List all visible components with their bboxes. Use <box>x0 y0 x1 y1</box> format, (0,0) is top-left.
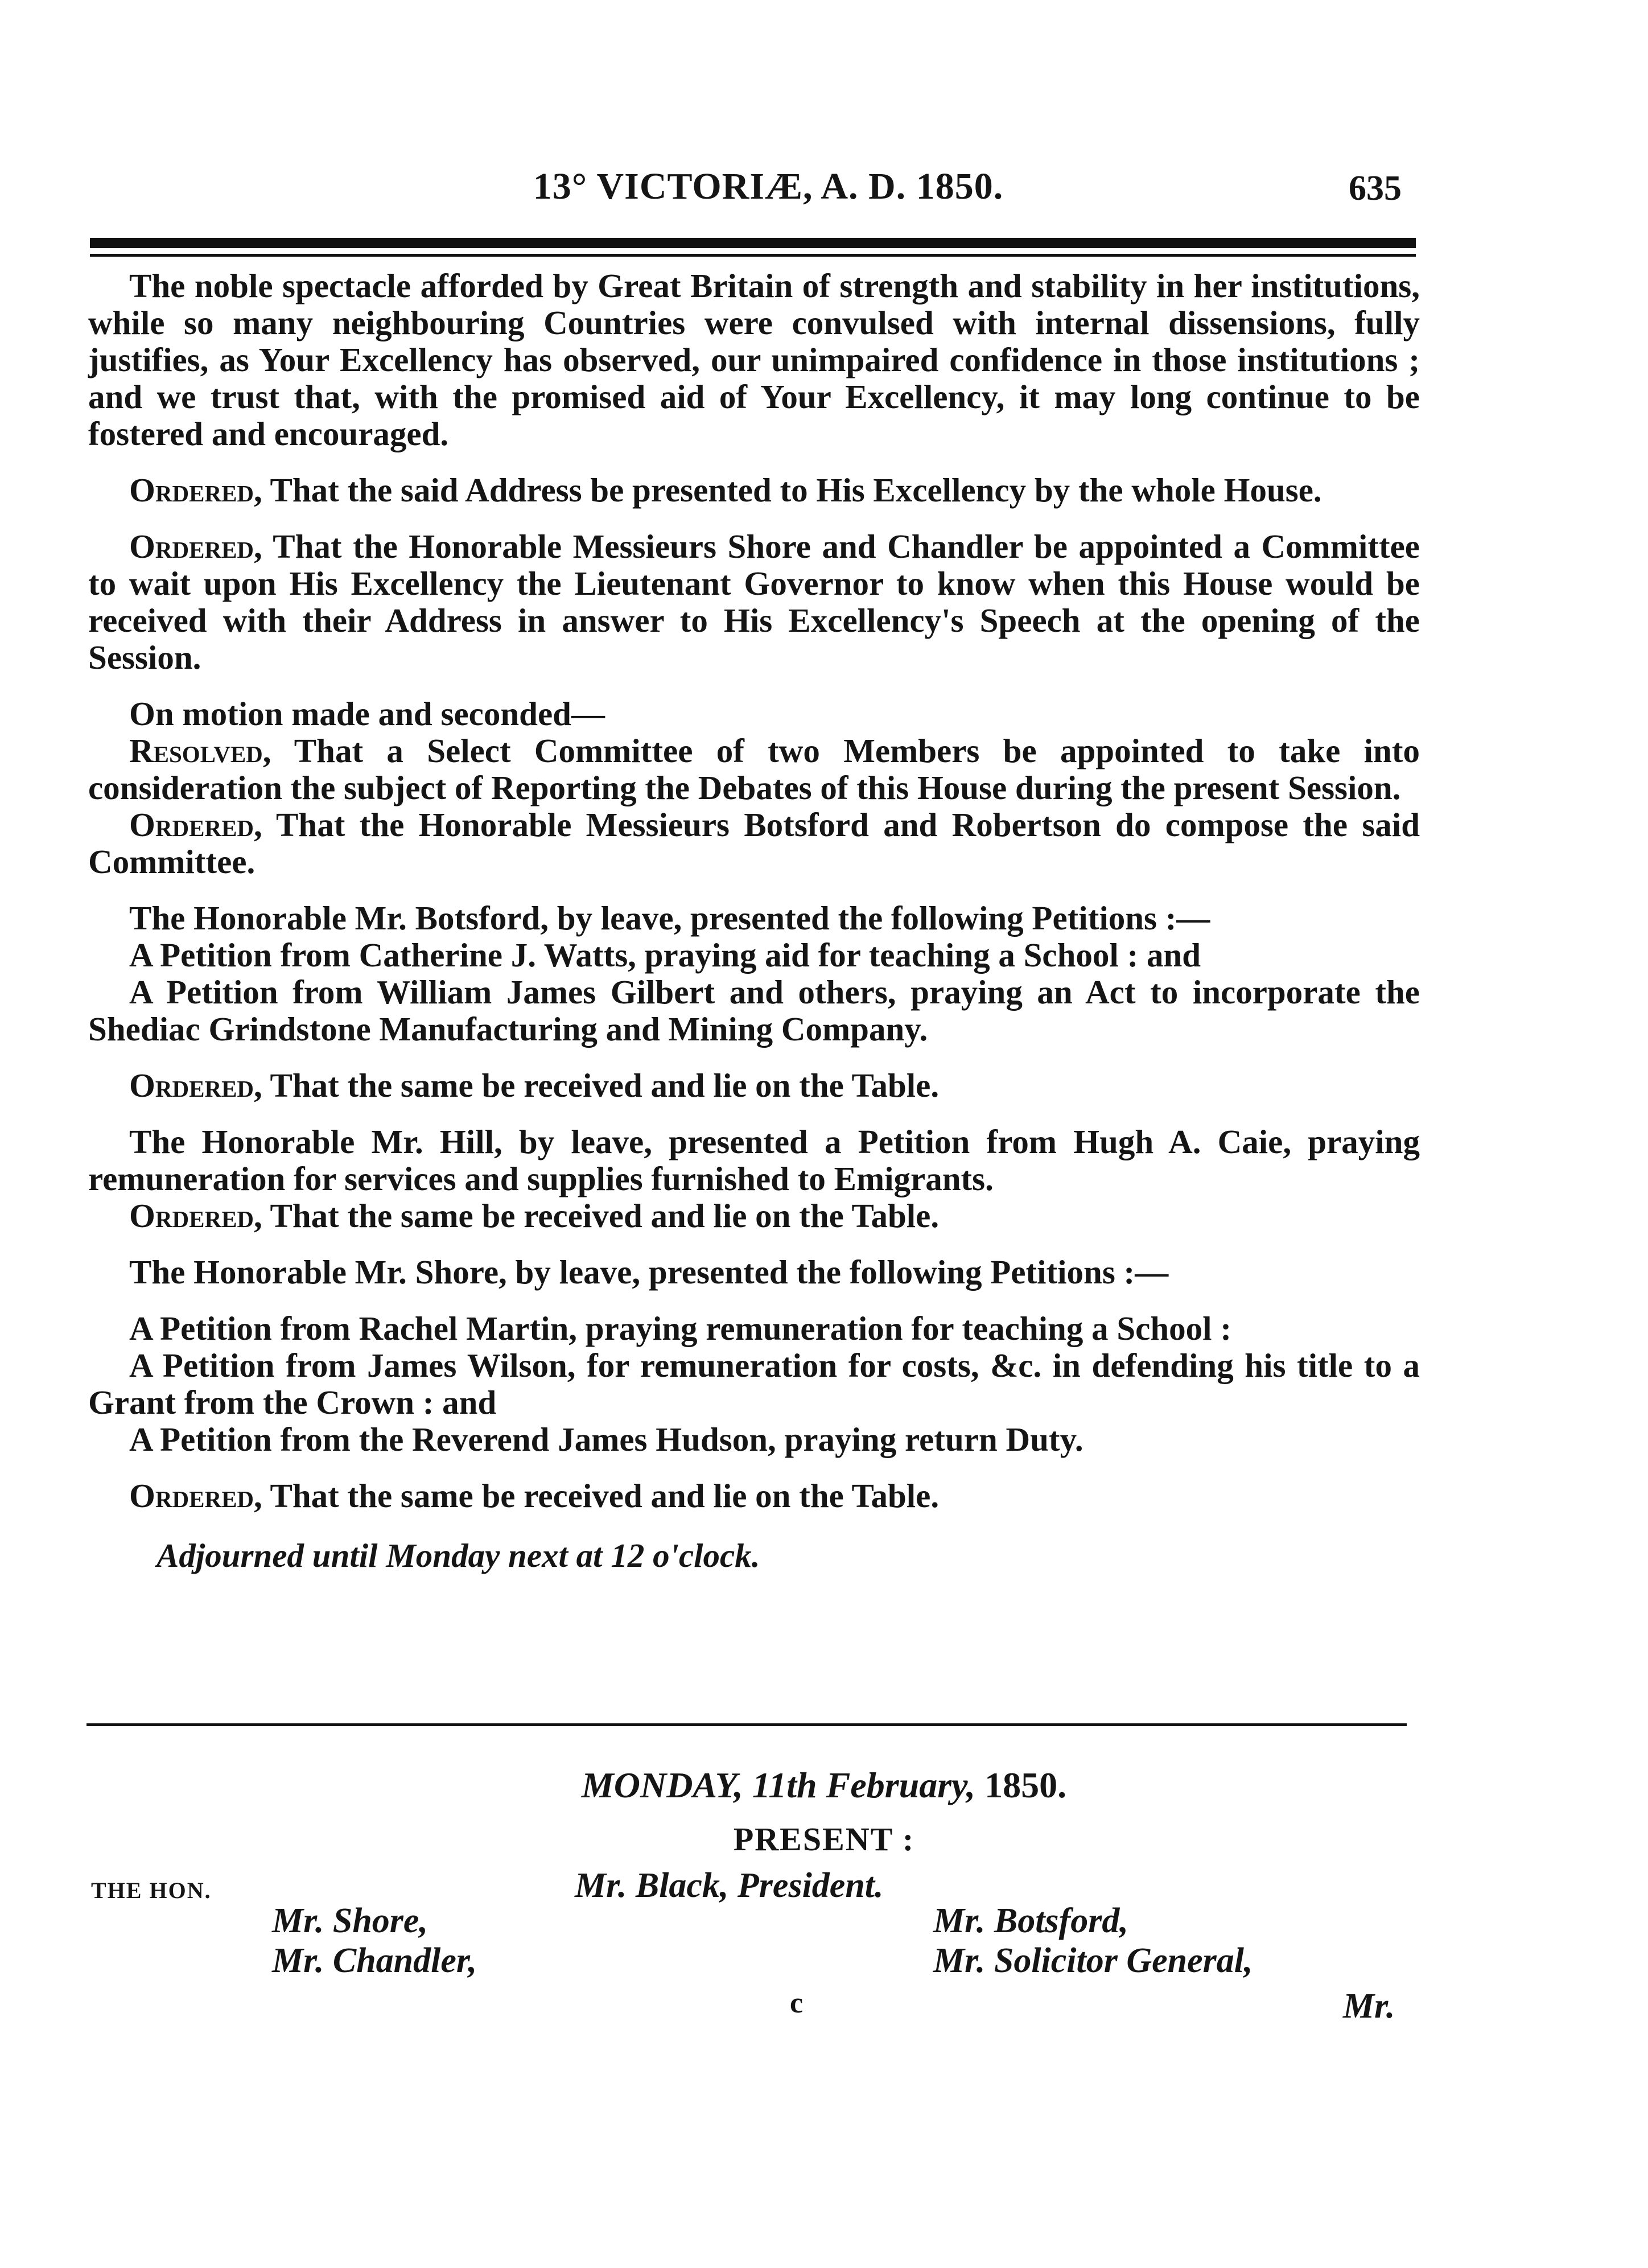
ordered-table-1 <box>88 1067 1420 1104</box>
resolved-label: Resolved, <box>129 732 271 769</box>
session-date <box>0 1764 1648 1806</box>
petition-martin: A Petition from Rachel Martin, praying remuneration for teaching a School : <box>129 1310 1231 1347</box>
ordered-label: Ordered, <box>129 1477 262 1514</box>
adjournment-line: Adjourned until Monday next at 12 o'clock. <box>156 1537 760 1574</box>
member-name: Mr. Shore, <box>272 1901 428 1940</box>
ordered-label: Ordered, <box>129 471 262 509</box>
petition-wilson: A Petition from James Wilson, for remuneration for costs, &c. in defending his title to a Grant from the Crown : and <box>88 1347 1420 1421</box>
resolved-text: That a Select Committee of two Members be appointed to take into consideration the subject of Reporting the Debates of this House during the present Session. <box>88 732 1420 806</box>
hon-label: THE HON. <box>91 1878 212 1903</box>
botsford-petitions-intro: The Honorable Mr. Botsford, by leave, presented the following Petitions :— <box>129 899 1210 937</box>
present-heading: PRESENT : <box>733 1821 915 1858</box>
ordered-text: That the same be received and lie on the Table. <box>270 1067 940 1104</box>
ordered-text: That the Honorable Messieurs Botsford and Robertson do compose the said Committee. <box>88 806 1420 880</box>
ordered-label: Ordered, <box>129 806 262 843</box>
petition-gilbert: A Petition from William James Gilbert and others, praying an Act to incorporate the Shediac Grindstone Manufacturing and Mining Company. <box>88 973 1420 1048</box>
page-number: 635 <box>1349 169 1402 208</box>
running-head-title: 13° VICTORIÆ, A. D. 1850. <box>533 166 1004 207</box>
ordered-text: That the said Address be presented to His Excellency by the whole House. <box>270 471 1322 509</box>
resolved-select-committee <box>88 732 1420 806</box>
header-rule-thin <box>90 254 1416 257</box>
session-day-month: 11th February, <box>752 1765 976 1805</box>
session-day: MONDAY, <box>581 1765 743 1805</box>
ordered-text: That the same be received and lie on the Table. <box>270 1197 940 1234</box>
ordered-table-2 <box>88 1197 1420 1234</box>
hill-petition: The Honorable Mr. Hill, by leave, presented a Petition from Hugh A. Caie, praying remuneration for services and supplies furnished to Emigrants. <box>88 1123 1420 1197</box>
catchword: Mr. <box>1343 1987 1395 2026</box>
ordered-table-3 <box>88 1477 1420 1514</box>
member-name: Mr. Solicitor General, <box>933 1941 1253 1980</box>
signature-mark: c <box>790 1987 804 2019</box>
member-name: Mr. Botsford, <box>933 1901 1128 1940</box>
ordered-committee-wait <box>88 528 1420 676</box>
ordered-label: Ordered, <box>129 1067 262 1104</box>
address-paragraph: The noble spectacle afforded by Great Britain of strength and stability in her institutions, while so many neighbouring Countries were convulsed with internal dissensions, fully justifies, as Your Excellency has observed, our unimpaired confidence in those institutions ; and we trust that, with the promised aid of Your Excellency, it may long continue to be fostered and encouraged. <box>88 267 1420 452</box>
section-rule <box>86 1723 1407 1726</box>
ordered-text: That the same be received and lie on the Table. <box>270 1477 940 1514</box>
members-right-column <box>933 1901 1253 1981</box>
members-left-column <box>272 1901 477 1981</box>
shore-petitions-intro: The Honorable Mr. Shore, by leave, presented the following Petitions :— <box>129 1253 1169 1291</box>
ordered-label: Ordered, <box>129 528 262 565</box>
ordered-text: That the Honorable Messieurs Shore and Chandler be appointed a Committee to wait upon His Excellency the Lieutenant Governor to know when this House would be received with their Address in answer to His Excellency's Speech at the opening of the Session. <box>88 528 1420 676</box>
header-rule-thick <box>90 238 1416 248</box>
president-name: Mr. Black, President. <box>575 1866 884 1905</box>
motion-line: On motion made and seconded— <box>129 695 605 732</box>
ordered-compose-committee <box>88 806 1420 880</box>
member-name: Mr. Chandler, <box>272 1941 477 1980</box>
petition-watts: A Petition from Catherine J. Watts, praying aid for teaching a School : and <box>129 936 1201 974</box>
session-year: 1850. <box>984 1765 1067 1805</box>
journal-body <box>88 267 1420 1574</box>
ordered-address-presented <box>88 472 1420 509</box>
petition-hudson: A Petition from the Reverend James Hudson, praying return Duty. <box>129 1421 1083 1458</box>
ordered-label: Ordered, <box>129 1197 262 1234</box>
